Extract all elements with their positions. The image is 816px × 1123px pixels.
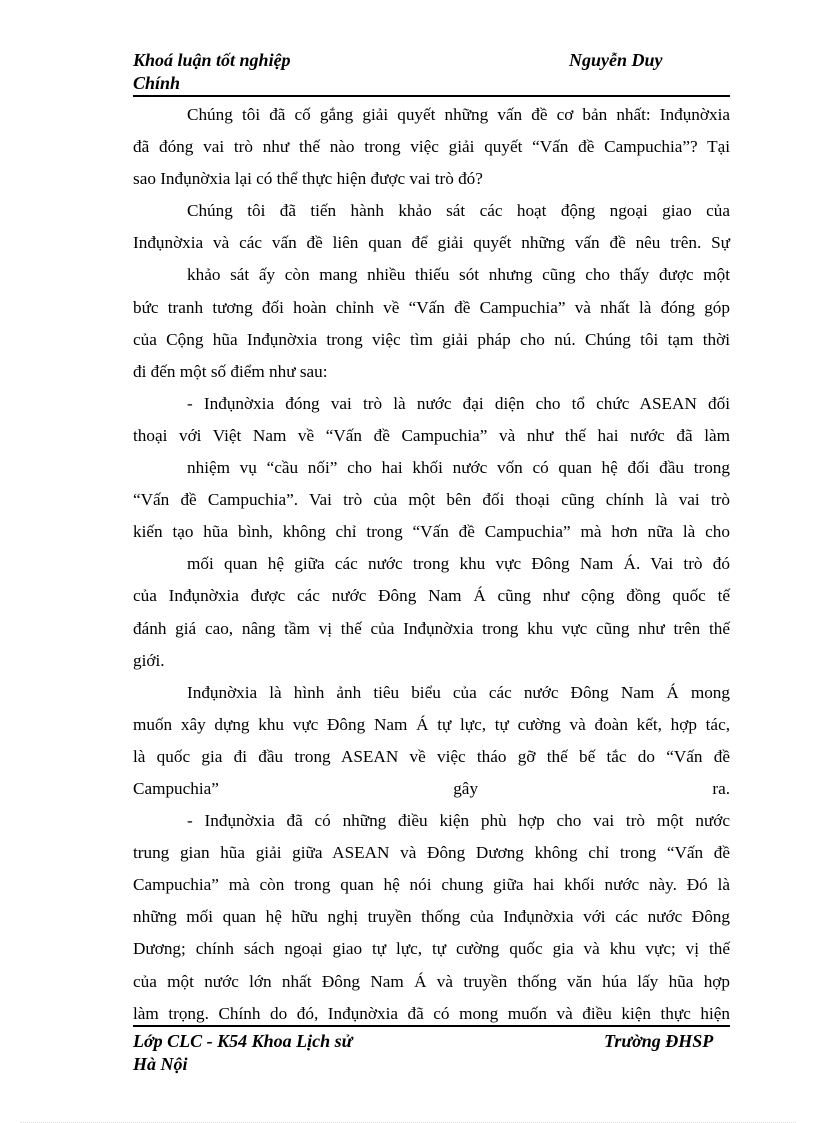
page-footer xyxy=(133,1030,730,1076)
footer-left-line2: Hà Nội xyxy=(133,1054,188,1074)
footer-rule xyxy=(133,1025,730,1027)
text-line: “Vấn đề Campuchia”. Vai trò của một bên đối thoại cũng chính là vai trò xyxy=(133,490,730,510)
text-line: những mối quan hệ hữu nghị truyền thống của Inđụnờxia với các nước Đông xyxy=(133,907,730,927)
text-line: đánh giá cao, nâng tầm vị thế của Inđụnờxia trong khu vực cũng như trên thế xyxy=(133,618,730,638)
document-body xyxy=(133,99,730,1030)
header-left-line2: Chính xyxy=(133,73,181,93)
text-line: Campuchia” mà còn trong quan hệ nói chung giữa hai khối nước này. Đó là xyxy=(133,875,730,895)
text-line: là quốc gia đi đầu trong ASEAN về việc tháo gỡ thế bế tắc do “Vấn đề xyxy=(133,746,730,766)
page-header xyxy=(133,49,730,95)
text-line: thoại với Việt Nam về “Vấn đề Campuchia” và như thế hai nước đã làm xyxy=(133,425,730,445)
text-line: Chúng tôi đã tiến hành khảo sát các hoạt động ngoại giao của xyxy=(187,201,730,221)
text-line: trung gian hũa giải giữa ASEAN và Đông Dương không chỉ trong “Vấn đề xyxy=(133,843,730,863)
text-line: của Inđụnờxia được các nước Đông Nam Á cũng như cộng đồng quốc tế xyxy=(133,586,730,606)
text-line: muốn xây dựng khu vực Đông Nam Á tự lực, tự cường và đoàn kết, hợp tác, xyxy=(133,714,730,734)
text-line: - Inđụnờxia đã có những điều kiện phù hợp cho vai trò một nước xyxy=(187,811,730,831)
text-line: bức tranh tương đối hoàn chỉnh về “Vấn đề Campuchia” và nhất là đóng góp xyxy=(133,297,730,317)
text-line: làm trọng. Chính do đó, Inđụnờxia đã có mong muốn và điều kiện thực hiện xyxy=(133,1003,730,1023)
text-line: Dương; chính sách ngoại giao tự lực, tự cường quốc gia và khu vực; vị thế xyxy=(133,939,730,959)
text-line: của Cộng hũa Inđụnờxia trong việc tìm giải pháp cho nú. Chúng tôi tạm thời xyxy=(133,329,730,349)
text-line: Inđụnờxia và các vấn đề liên quan để giải quyết những vấn đề nêu trên. Sự xyxy=(133,233,730,253)
text-line: sao Inđụnờxia lại có thể thực hiện được vai trò đó? xyxy=(133,169,483,189)
text-line: mối quan hệ giữa các nước trong khu vực Đông Nam Á. Vai trò đó xyxy=(187,554,730,574)
text-line: giới. xyxy=(133,650,165,670)
footer-left-line1: Lớp CLC - K54 Khoa Lịch sử xyxy=(133,1031,353,1051)
text-line: - Inđụnờxia đóng vai trò là nước đại diện cho tổ chức ASEAN đối xyxy=(187,393,730,413)
text-line: đã đóng vai trò như thế nào trong việc giải quyết “Vấn đề Campuchia”? Tại xyxy=(133,137,730,157)
text-line: Inđụnờxia là hình ảnh tiêu biểu của các nước Đông Nam Á mong xyxy=(187,682,730,702)
header-rule xyxy=(133,95,730,97)
header-right: Nguyễn Duy xyxy=(569,50,663,70)
footer-right: Trường ĐHSP xyxy=(604,1031,714,1051)
text-line: đi đến một số điểm như sau: xyxy=(133,361,328,381)
text-line: Chúng tôi đã cố gắng giải quyết những vấn đề cơ bản nhất: Inđụnờxia xyxy=(187,105,730,124)
text-line: kiến tạo hũa bình, không chỉ trong “Vấn đề Campuchia” mà hơn nữa là cho xyxy=(133,522,730,542)
text-line: nhiệm vụ “cầu nối” cho hai khối nước vốn có quan hệ đối đầu trong xyxy=(187,458,730,478)
text-line: Campuchia” gây ra. xyxy=(133,778,730,798)
text-line: của một nước lớn nhất Đông Nam Á và truyền thống văn húa lấy hũa hợp xyxy=(133,971,730,991)
header-left-line1: Khoá luận tốt nghiệp xyxy=(133,50,291,70)
text-line: khảo sát ấy còn mang nhiều thiếu sót nhưng cũng cho thấy được một xyxy=(187,265,730,285)
